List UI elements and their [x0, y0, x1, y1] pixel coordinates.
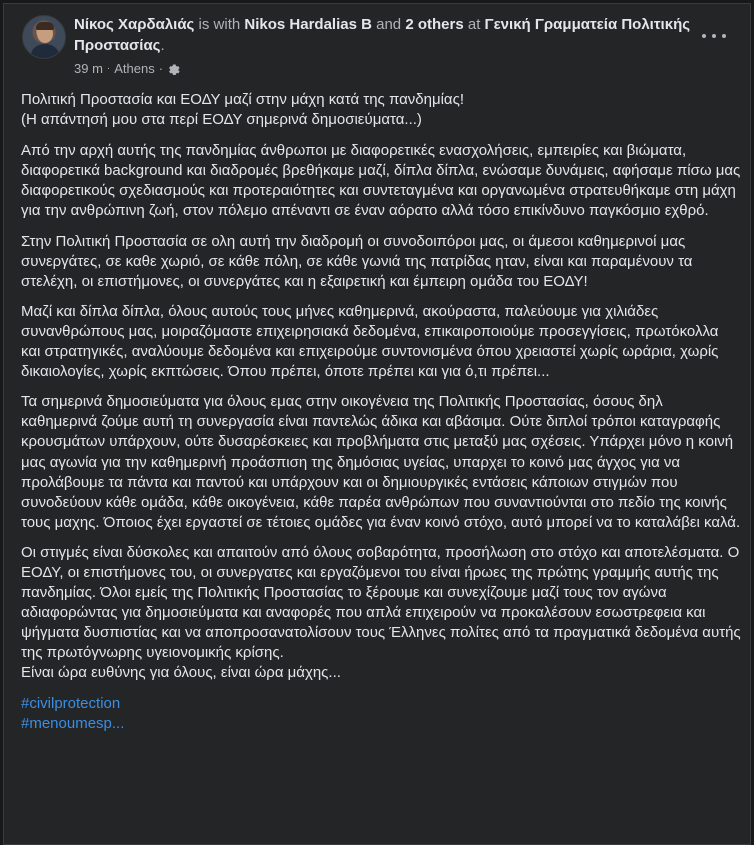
- more-options-icon[interactable]: [702, 30, 726, 42]
- and-text: and: [376, 16, 402, 33]
- title-period: .: [160, 37, 165, 54]
- meta-separator: ·: [106, 63, 111, 74]
- at-text: at: [467, 16, 481, 33]
- post-paragraph: Μαζί και δίπλα δίπλα, όλους αυτούς τους μήνες καθημερινά, ακούραστα, παλεύουμε για χιλιάδες συνανθρώπους μας, μοιραζόμαστε επιχειρησιακά δεδομένα, επικαιροποιούμε προσεγγίσεις, πρωτόκολλα και στρατηγικές, αναλύουμε δεδομένα και επιχειρούμε συντονισμένα όπου χρειαστεί χωρίς ωράρια, χωρίς δικαιολογίες, χωρίς εκπτώσεις. Όπου πρέπει, όποτε πρέπει και για ό,τι πρέπει...: [21, 302, 719, 381]
- hashtags: [21, 694, 741, 734]
- post-paragraph: Στην Πολιτική Προστασία σε ολη αυτή την διαδρομή οι συνοδοιπόροι μας, οι άμεσοι καθημερινοί μας συνεργάτες, σε καθε χωριό, σε κάθε πόλη, σε κάθε γωνιά της πατρίδας ηταν, είναι και παραμένουν τα στελέχη, οι επιστήμονες, οι συνεργάτες και η εξαιρετική και έμπειρη ομάδα του ΕΟΔΥ!: [21, 232, 693, 290]
- meta-separator-2: ·: [158, 61, 164, 76]
- others-link[interactable]: 2 others: [405, 16, 464, 33]
- more-dot-2: [712, 34, 716, 38]
- post-time-link[interactable]: 39 m: [74, 61, 103, 76]
- tagged-person-link[interactable]: Nikos Hardalias B: [244, 16, 372, 33]
- settings-gear-icon[interactable]: [167, 62, 180, 75]
- author-name-link[interactable]: Νίκος Χαρδαλιάς: [74, 16, 195, 33]
- hashtag-link[interactable]: #civilprotection: [21, 694, 121, 712]
- facebook-post-card: [3, 3, 751, 845]
- post-paragraph: Οι στιγμές είναι δύσκολες και απαιτούν από όλους σοβαρότητα, προσήλωση στο στόχο και αποτελέσματα. Ο ΕΟΔΥ, οι επιστήμονες του, οι συνεργατες και εργαζόμενοι του είναι ήρωες της πρώτης γραμμής αυτής της πανδημίας. Όλοι εμείς της Πολιτικής Προστασίας το ξέρουμε και συνεχίζουμε μαζί τους τον αγώνα αδιαφορώντας για δημοσιεύματα και αναφορές που απλά επιχειρούν να προκαλέσουν εσωστρεφεια και ψήγματα δυσπιστίας και να αποπροσανατολίσουν τους Έλληνες πολίτες από τα πραγματικά δεδομένα αυτής της πρωτόγνωρης υγειονομικής κρίσης. Είναι ώρα ευθύνης για όλους, είναι ώρα μάχης...: [21, 543, 741, 682]
- avatar-shoulders: [31, 44, 59, 59]
- more-dot-3: [722, 34, 726, 38]
- post-place: Athens: [114, 61, 155, 76]
- post-meta-line: [74, 60, 180, 77]
- avatar-hair: [36, 22, 54, 30]
- location-link[interactable]: Γενική Γραμματεία Πολιτικής Προστασίας: [74, 16, 691, 54]
- post-content: [21, 90, 741, 734]
- post-header: [18, 12, 738, 82]
- more-dot-1: [702, 34, 706, 38]
- post-intro: Πολιτική Προστασία και ΕΟΔΥ μαζί στην μάχη κατά της πανδημίας! (Η απάντησή μου στα περί ΕΟΔΥ σημερινά δημοσιεύματα...): [21, 91, 464, 129]
- author-avatar[interactable]: [22, 15, 66, 59]
- post-title-line: [74, 14, 694, 56]
- hashtag-link[interactable]: #menoumesp...: [21, 714, 125, 732]
- post-paragraph: Τα σημερινά δημοσιεύματα για όλους εμας στην οικογένεια της Πολιτικής Προστασίας, όσους δηλ καθημερινά ζούμε αυτή τη συνεργασία είναι παντελώς άδικα και αβάσιμα. Ούτε διπλοί τρόποι καταγραφής κρουσμάτων υπάρχουν, ούτε δυσαρέσκειες και προβλήματα στις μεταξύ μας σχέσεις. Υπάρχει μόνο η κοινή μας αγωνία για την καθημερινή προάσπιση της δημόσιας υγείας, υπαρχει το κοινό μας άγχος για να προλάβουμε τα πάντα και παντού και υπάρχουν και οι δημιουργικές εντάσεις κάποιων στιγμών που συνοδεύουν κάθε ομάδα, κάθε οικογένεια, κάθε παρέα ανθρώπων που συναντιούνται στο πεδίο της κοινής τους μαχης. Όποιος έχει εργαστεί σε τέτοιες ομάδες για έναν κοινό στόχο, αυτό μπορεί να το καταλάβει καλά.: [21, 393, 741, 531]
- post-paragraph: Από την αρχή αυτής της πανδημίας άνθρωποι με διαφορετικές ενασχολήσεις, εμπειρίες και βιώματα, διαφορετικά background και διαδρομές βρεθήκαμε μαζί, δίπλα δίπλα, ενώσαμε δυνάμεις, αφήσαμε πίσω μας διαφορετικούς σχεδιασμούς και προτεραιότητες και συντεταγμένα και οργανωμένα στρατευθήκαμε στη μάχη για την ανθρώπινη ζωή, στον πόλεμο απέναντι σε έναν αόρατο αλλά τόσο επικίνδυνο παγκόσμιο εχθρό.: [21, 142, 741, 220]
- is-with-text: is with: [198, 16, 241, 33]
